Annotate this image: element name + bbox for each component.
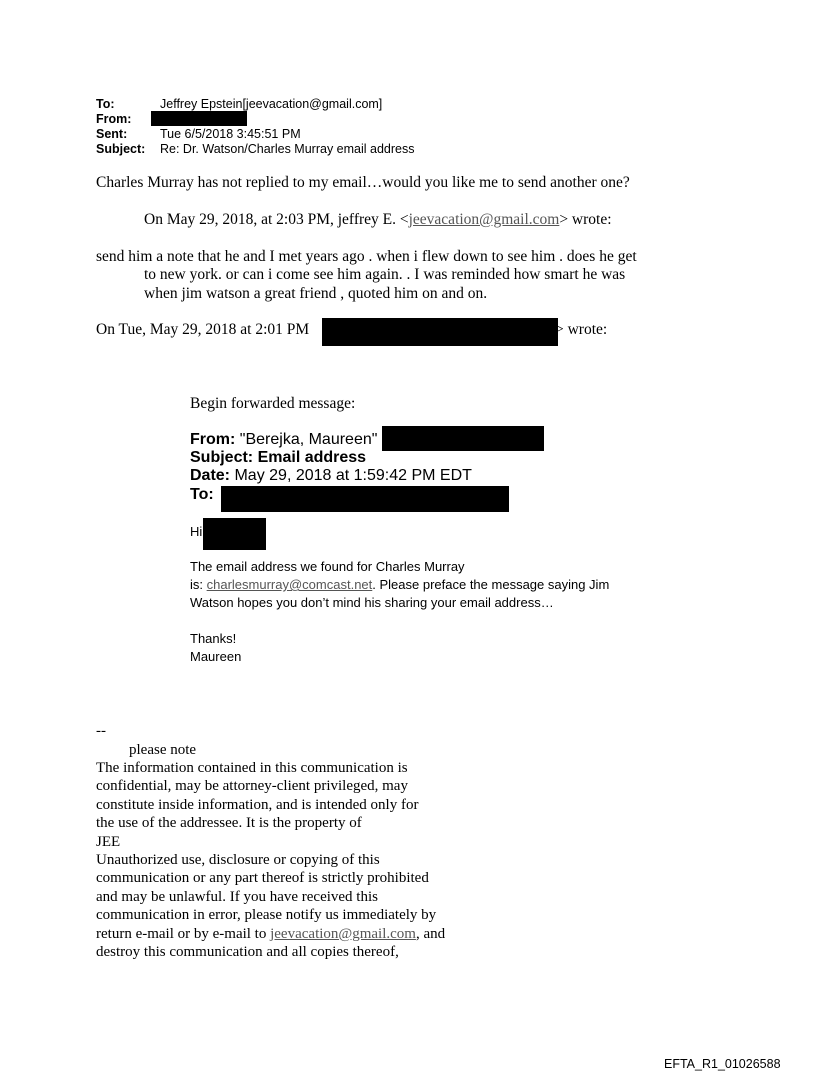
forwarded-greeting: Hi (190, 524, 203, 539)
disclaimer-line: the use of the addressee. It is the property of (96, 815, 362, 832)
quoted1-attribution-suffix: > wrote: (559, 211, 612, 228)
forwarded-subject (190, 449, 366, 467)
quoted1-attribution (144, 211, 612, 230)
forwarded-subject-value: Email address (257, 449, 367, 466)
disclaimer-line: communication in error, please notify us immediately by (96, 907, 437, 924)
quoted1-email-link[interactable]: jeevacation@gmail.com (408, 211, 560, 228)
forwarded-body-line2-suffix: . Please preface the message saying Jim (372, 577, 610, 592)
forwarded-body-line2-prefix: is: (190, 577, 207, 592)
forwarded-thanks: Thanks! (190, 631, 237, 646)
forwarded-from (190, 431, 377, 449)
forwarded-date (190, 467, 472, 485)
disclaimer-return-suffix: , and (415, 925, 446, 942)
disclaimer-line: communication or any part thereof is strictly prohibited (96, 870, 429, 887)
redaction-box-from (151, 111, 247, 126)
redaction-box-greeting (203, 518, 266, 550)
disclaimer-line: and may be unlawful. If you have received this (96, 888, 378, 905)
forwarded-signature: Maureen (190, 649, 242, 664)
disclaimer-line: constitute inside information, and is intended only for (96, 796, 419, 813)
redaction-box-from-email (382, 426, 544, 451)
disclaimer-return-line (96, 925, 445, 943)
forwarded-to-label: To: (190, 486, 214, 503)
disclaimer-line: Unauthorized use, disclosure or copying of this (96, 852, 380, 868)
forwarded-date-label: Date: (190, 467, 231, 484)
quoted2-attribution-prefix: On Tue, May 29, 2018 at 2:01 PM (96, 321, 310, 338)
forwarded-body-line3: Watson hopes you don’t mind his sharing your email address… (190, 595, 554, 610)
sent-label: Sent: (96, 127, 128, 141)
disclaimer-last-line: destroy this communication and all copies thereof, (96, 944, 399, 960)
disclaimer-line: JEE (96, 833, 121, 850)
forwarded-to (190, 486, 214, 504)
quoted1-line1: send him a note that he and I met years ago . when i flew down to see him . does he get (96, 248, 637, 265)
disclaimer-line: The information contained in this communication is (96, 760, 408, 776)
forwarded-intro: Begin forwarded message: (190, 395, 356, 412)
subject-value: Re: Dr. Watson/Charles Murray email address (160, 142, 415, 156)
redaction-box-to (221, 486, 509, 512)
charles-murray-email-link[interactable]: charlesmurray@comcast.net (206, 577, 373, 592)
forwarded-body-line2 (190, 576, 609, 594)
reply-line: Charles Murray has not replied to my email…would you like me to send another one? (96, 174, 630, 191)
forwarded-body-line1: The email address we found for Charles Murray (190, 559, 465, 574)
from-label: From: (96, 112, 132, 126)
redaction-box-sender (322, 318, 558, 346)
forwarded-from-value: "Berejka, Maureen" (239, 431, 378, 448)
signature-dashes: -- (96, 723, 106, 739)
subject-label: Subject: (96, 142, 146, 156)
forwarded-date-value: May 29, 2018 at 1:59:42 PM EDT (234, 467, 472, 484)
quoted1-attribution-prefix: On May 29, 2018, at 2:03 PM, jeffrey E. < (144, 211, 409, 228)
disclaimer-email-link[interactable]: jeevacation@gmail.com (270, 925, 416, 942)
quoted1-line3: when jim watson a great friend , quoted him on and on. (144, 285, 488, 302)
forwarded-subject-label: Subject: (190, 449, 254, 466)
sent-value: Tue 6/5/2018 3:45:51 PM (160, 127, 301, 141)
document-id: EFTA_R1_01026588 (664, 1057, 781, 1071)
disclaimer-return-prefix: return e-mail or by e-mail to (96, 925, 271, 942)
disclaimer-note: please note (129, 742, 197, 758)
quoted2-attribution-suffix: > wrote: (555, 321, 608, 338)
disclaimer-line: confidential, may be attorney-client privileged, may (96, 778, 408, 795)
quoted1-line2: to new york. or can i come see him again. . I was reminded how smart he was (144, 266, 626, 283)
to-label: To: (96, 97, 115, 111)
to-value: Jeffrey Epstein[jeevacation@gmail.com] (160, 97, 383, 111)
forwarded-from-label: From: (190, 431, 236, 448)
